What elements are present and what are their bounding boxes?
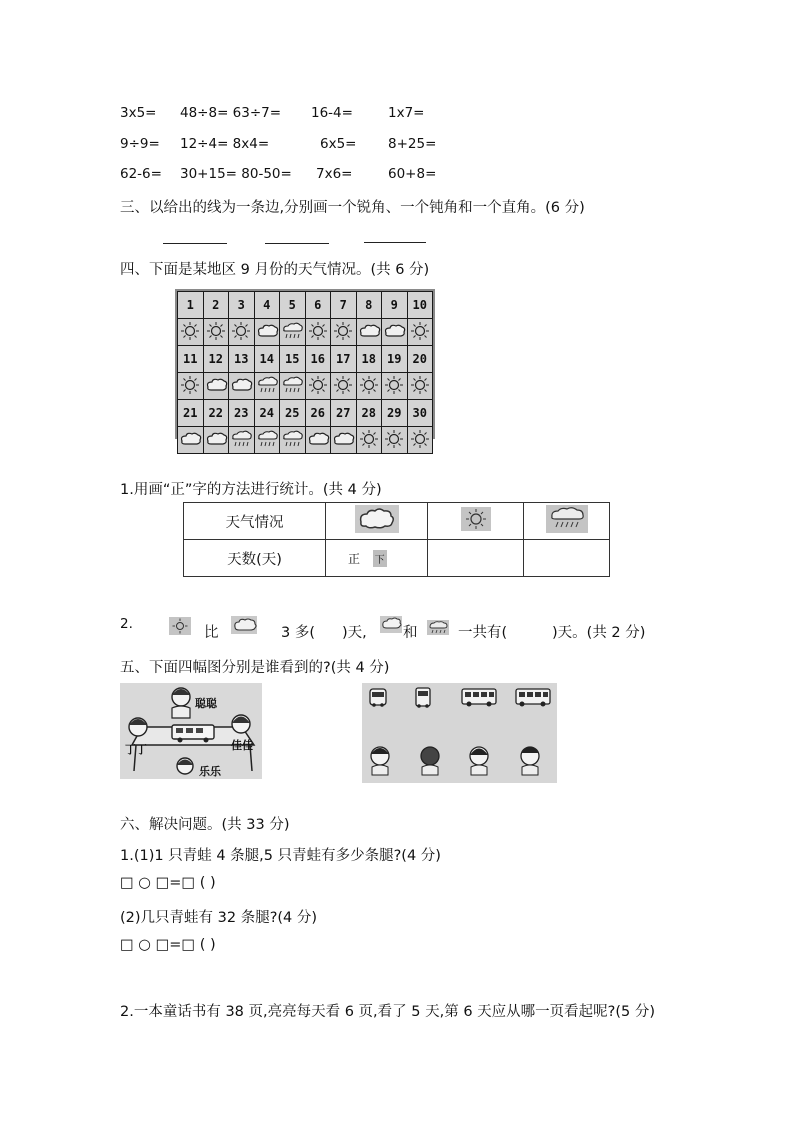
bus-views-and-kids-illustration — [362, 683, 557, 783]
calendar-date: 24 — [254, 400, 280, 427]
q2-total: 一共有( — [458, 625, 508, 641]
rain-tally-cell[interactable] — [524, 540, 610, 577]
calc-3-3: 7x6= — [316, 166, 353, 182]
rain-icon — [427, 620, 449, 635]
calendar-date: 26 — [305, 400, 331, 427]
rain-icon — [255, 438, 279, 452]
calendar-date-row — [178, 400, 433, 427]
calc-2-4: 8+25= — [388, 136, 437, 152]
calendar-weather-cell — [305, 373, 331, 400]
name-jiajia: 佳佳 — [231, 739, 253, 752]
bus-view-side-right — [516, 689, 550, 707]
calendar-date: 16 — [305, 346, 331, 373]
sun-icon — [332, 330, 354, 344]
calendar-date: 1 — [178, 292, 204, 319]
cloud-tally-cell — [326, 540, 428, 577]
calc-3-2: 30+15= 80-50= — [180, 166, 292, 182]
bus-view-front — [370, 689, 386, 707]
calendar-weather-cell — [407, 319, 433, 346]
kids-around-table-picture — [120, 683, 262, 779]
q1-title: 1.用画“正”字的方法进行统计。(共 4 分) — [120, 482, 382, 498]
q2-days2: )天。(共 2 分) — [552, 625, 646, 641]
tally-mark-partial: 下 — [373, 550, 387, 567]
calendar-date: 2 — [203, 292, 229, 319]
q2-more: 3 多( — [281, 625, 315, 641]
calendar-weather-cell — [331, 319, 357, 346]
sun-icon — [230, 330, 252, 344]
calendar-weather-cell — [229, 373, 255, 400]
cloud-icon — [178, 437, 202, 451]
calc-1-3: 16-4= — [311, 105, 353, 121]
calendar-weather-cell — [280, 373, 306, 400]
cloud-icon — [382, 329, 406, 343]
kid-face-1 — [371, 747, 389, 775]
sun-icon — [169, 617, 191, 635]
calendar-date: 8 — [356, 292, 382, 319]
calendar-date: 30 — [407, 400, 433, 427]
section5-title: 五、下面四幅图分别是谁看到的?(共 4 分) — [120, 660, 390, 676]
calendar-date: 11 — [178, 346, 204, 373]
calendar-weather-cell — [254, 373, 280, 400]
calendar-weather-cell — [203, 373, 229, 400]
cloud-icon — [229, 383, 253, 397]
calendar-date: 28 — [356, 400, 382, 427]
cloud-icon — [231, 616, 257, 634]
sun-icon — [409, 438, 431, 452]
name-dingding: 丁丁 — [125, 743, 147, 756]
q2-and: 和 — [403, 625, 418, 641]
rain-icon — [229, 438, 253, 452]
sun-icon — [307, 330, 329, 344]
q1b-text: (2)几只青蛙有 32 条腿?(4 分) — [120, 910, 318, 926]
kid-face-2 — [421, 747, 439, 775]
calendar-weather-cell — [280, 319, 306, 346]
calendar-date: 29 — [382, 400, 408, 427]
q1a-answer-template: □ ○ □=□ ( ) — [120, 875, 216, 891]
calendar-date: 15 — [280, 346, 306, 373]
calendar-date: 22 — [203, 400, 229, 427]
kid-face-4 — [521, 747, 539, 775]
given-line-1 — [163, 243, 227, 244]
q1b-answer-template: □ ○ □=□ ( ) — [120, 937, 216, 953]
section3-title: 三、以给出的线为一条边,分别画一个锐角、一个钝角和一个直角。(6 分) — [120, 200, 585, 216]
kids-table-illustration — [120, 683, 262, 779]
calendar-date: 20 — [407, 346, 433, 373]
q2-number: 2. — [120, 616, 133, 632]
sun-icon — [307, 384, 329, 398]
sun-icon — [461, 507, 491, 531]
sun-icon — [409, 384, 431, 398]
sun-tally-cell[interactable] — [428, 540, 524, 577]
calendar-weather-cell — [254, 319, 280, 346]
calendar-weather-row — [178, 373, 433, 400]
sun-icon — [383, 384, 405, 398]
name-lele: 乐乐 — [199, 765, 221, 778]
rain-icon — [546, 505, 588, 533]
calendar-weather-cell — [203, 427, 229, 454]
cloud-icon — [204, 437, 228, 451]
sun-icon — [358, 384, 380, 398]
calc-1-2: 48÷8= 63÷7= — [180, 105, 282, 121]
calendar-weather-cell — [356, 319, 382, 346]
cloud-icon — [380, 616, 402, 633]
q2-bi: 比 — [204, 625, 219, 641]
weather-tally-table — [183, 502, 610, 577]
calendar-date: 19 — [382, 346, 408, 373]
calendar-weather-cell — [254, 427, 280, 454]
calendar-weather-cell — [178, 373, 204, 400]
sun-icon — [179, 330, 201, 344]
calendar-weather-cell — [382, 319, 408, 346]
calendar-date: 4 — [254, 292, 280, 319]
calendar-weather-cell — [305, 427, 331, 454]
rain-column-header — [524, 503, 610, 540]
calendar-date: 21 — [178, 400, 204, 427]
calendar-weather-cell — [203, 319, 229, 346]
calendar-weather-cell — [382, 427, 408, 454]
section4-title: 四、下面是某地区 9 月份的天气情况。(共 6 分) — [120, 262, 430, 278]
calendar-date: 10 — [407, 292, 433, 319]
cloud-icon — [306, 437, 330, 451]
bus-view-side-left — [462, 689, 496, 707]
calc-1-4: 1x7= — [388, 105, 425, 121]
cloud-icon — [255, 329, 279, 343]
calendar-weather-cell — [356, 427, 382, 454]
section6-title: 六、解决问题。(共 33 分) — [120, 817, 290, 833]
rain-icon — [280, 330, 304, 344]
sun-icon — [409, 330, 431, 344]
sun-column-header — [428, 503, 524, 540]
calc-2-1: 9÷9= — [120, 136, 160, 152]
cloud-icon — [331, 437, 355, 451]
calendar-weather-cell — [407, 373, 433, 400]
given-line-2 — [265, 243, 329, 244]
calc-3-4: 60+8= — [388, 166, 437, 182]
calendar-date: 9 — [382, 292, 408, 319]
cloud-column-header — [326, 503, 428, 540]
weather-calendar — [175, 289, 435, 439]
calendar-date: 3 — [229, 292, 255, 319]
calendar-date-row — [178, 292, 433, 319]
calc-3-1: 62-6= — [120, 166, 162, 182]
calendar-date: 13 — [229, 346, 255, 373]
views-picture — [362, 683, 557, 783]
calendar-date: 14 — [254, 346, 280, 373]
calendar-weather-cell — [382, 373, 408, 400]
calendar-weather-cell — [280, 427, 306, 454]
calendar-weather-cell — [305, 319, 331, 346]
calendar-weather-cell — [331, 373, 357, 400]
rain-icon — [255, 384, 279, 398]
calendar-weather-cell — [407, 427, 433, 454]
cloud-icon — [204, 383, 228, 397]
kid-face-3 — [470, 747, 488, 775]
calendar-date: 12 — [203, 346, 229, 373]
sun-icon — [205, 330, 227, 344]
name-congcong: 聪聪 — [195, 697, 217, 710]
calendar-weather-cell — [229, 427, 255, 454]
rain-icon — [280, 438, 304, 452]
rain-icon — [280, 384, 304, 398]
row-label-days: 天数(天) — [184, 540, 326, 577]
calendar-weather-cell — [229, 319, 255, 346]
calendar-date: 23 — [229, 400, 255, 427]
calendar-grid — [177, 291, 433, 454]
calendar-weather-cell — [331, 427, 357, 454]
q1a-text: 1.(1)1 只青蛙 4 条腿,5 只青蛙有多少条腿?(4 分) — [120, 848, 441, 864]
calc-2-2: 12÷4= 8x4= — [180, 136, 270, 152]
calendar-weather-cell — [178, 319, 204, 346]
calendar-weather-cell — [356, 373, 382, 400]
sun-icon — [179, 384, 201, 398]
bus-view-back — [416, 688, 430, 708]
given-line-3 — [364, 242, 426, 243]
q2-days1: )天, — [342, 625, 367, 641]
cloud-icon — [355, 505, 399, 533]
calendar-date: 18 — [356, 346, 382, 373]
tally-mark: 正 — [348, 551, 361, 566]
row-label-weather: 天气情况 — [184, 503, 326, 540]
calendar-weather-cell — [178, 427, 204, 454]
calendar-weather-row — [178, 319, 433, 346]
cloud-icon — [357, 329, 381, 343]
calendar-date: 5 — [280, 292, 306, 319]
calendar-weather-row — [178, 427, 433, 454]
sun-icon — [358, 438, 380, 452]
q2-text: 2.一本童话书有 38 页,亮亮每天看 6 页,看了 5 天,第 6 天应从哪一页看起呢?(5 分) — [120, 1004, 656, 1020]
sun-icon — [332, 384, 354, 398]
calc-1-1: 3x5= — [120, 105, 157, 121]
calc-2-3: 6x5= — [320, 136, 357, 152]
calendar-date: 17 — [331, 346, 357, 373]
calendar-date: 25 — [280, 400, 306, 427]
calendar-date-row — [178, 346, 433, 373]
calendar-date: 6 — [305, 292, 331, 319]
sun-icon — [383, 438, 405, 452]
calendar-date: 27 — [331, 400, 357, 427]
calendar-date: 7 — [331, 292, 357, 319]
